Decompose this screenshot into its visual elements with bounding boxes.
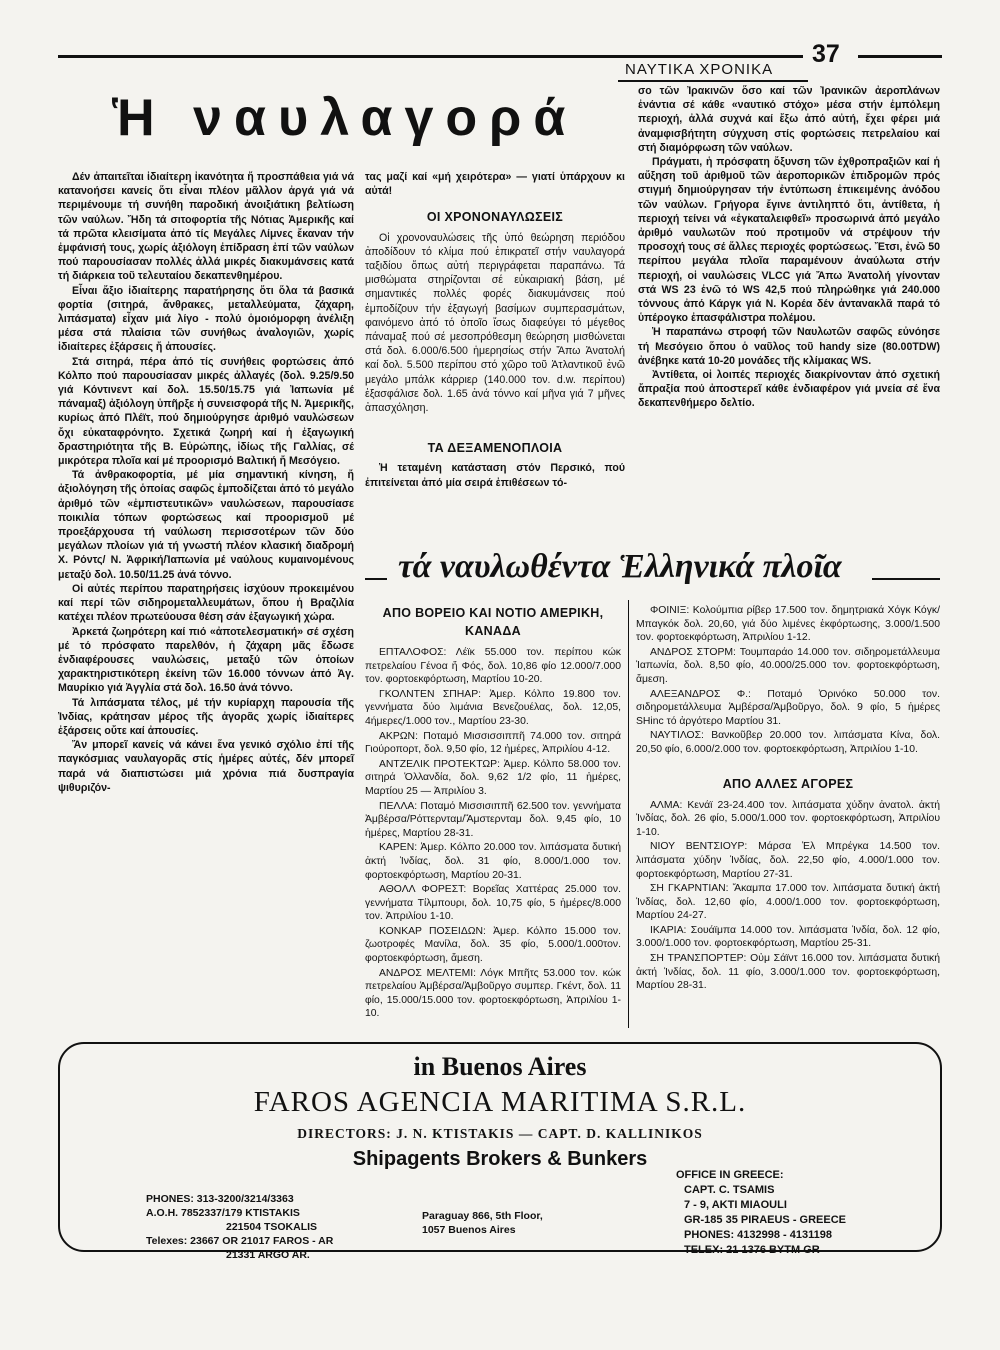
article-col2	[365, 170, 625, 490]
list-item: ΚΑΡΕΝ: Ἀμερ. Κόλπο 20.000 τον. λιπάσματα δυτική ἀκτή Ἰνδίας, δολ. 31 φίο, 8.000/1.000 τον. φορτοεκφόρτωση, Μαρτίου 20-31.	[365, 842, 621, 881]
ad-city: in Buenos Aires	[413, 1052, 587, 1081]
list-item: ΕΠΤΑΛΟΦΟΣ: Λέϊκ 55.000 τον. περίπου κώκ πετρελαίου Γένοα ἤ Φός, δολ. 10,86 φίο 12.000/7.000 τον. φορτοεκφόρτωση, Μαρτίου 10-20.	[365, 647, 621, 686]
col1-paragraph: Οἱ αὐτές περίπου παρατηρήσεις ἰσχύουν προκειμένου καί περί τῶν σιδηρομεταλλευμάτων, ὅπου ἡ Βραζιλία κατέχει πλέον πρωτεύουσα θέση σάν ἐξαγωγική χώρα.	[58, 582, 354, 624]
header-rule-left	[58, 55, 803, 58]
list-item: ΙΚΑΡΙΑ: Σουάϊμπα 14.000 τον. λιπάσματα Ἰνδία, δολ. 12 φίο, 3.000/1.000 τον. φορτοεκφόρτωση, Μαρτίου 25-31.	[636, 924, 940, 950]
chartered-column-divider	[628, 600, 629, 1028]
list-item: ΑΝΔΡΟΣ ΣΤΟΡΜ: Τουμπαράο 14.000 τον. σιδηρομετάλλευμα Ἰαπωνία, δολ. 8,50 φίο, 40.000/25.000 τον. φορτοεκφόρτωση, ἄμεση.	[636, 646, 940, 685]
list-item: ΑΛΜΑ: Κενάϊ 23-24.400 τον. λιπάσματα χύδην ἀνατολ. ἀκτή Ἰνδίας, δολ. 26 φίο, 5.000/1.000 τον. φορτοεκφόρτωση, Ἀπριλίου 1-10.	[636, 799, 940, 838]
col1-paragraph: Εἶναι ἄξιο ἰδιαίτερης παρατήρησης ὅτι ὅλα τά βασικά φορτία (σιτηρά, ἄνθρακες, μεταλλεύματα, ζάχαρη, λιπάσματα) εἶχαν μιά λίγο - πολύ ὁμοιόμορφη ἀνέλιξη μέσα στά πλαίσια τῶν συνήθως ἀναλογιῶν, χωρίς ἰδιαίτερες ἐξάρσεις ἤ ἀπουσίες.	[58, 284, 354, 354]
col3-paragraph: Ἡ παραπάνω στροφή τῶν Ναυλωτῶν σαφῶς εὐνόησε τή Μεσόγειο ὅπου ὁ ναῦλος τοῦ handy size (80.00TDW) ἀνέβηκε κατά 10-20 μονάδες τῆς κλίμακας WS.	[638, 326, 940, 367]
tankers-text: Ἡ τεταμένη κατάσταση στόν Περσικό, πού ἐπιτείνεται ἀπό μία σειρά ἐπιθέσεων τό-	[365, 462, 625, 489]
chartered-rule-right	[872, 578, 940, 580]
ad-telexes-2: 21331 ARGO AR.	[226, 1249, 310, 1261]
list-item: ΣΗ ΤΡΑΝΣΠΟΡΤΕΡ: Οὐμ Σάϊντ 16.000 τον. λιπάσματα δυτική ἀκτή Ἰνδίας, δολ. 11 φίο, 3.000/1.000 τον. φορτοεκφόρτωση, Μαρτίου 28-31.	[636, 953, 940, 992]
ad-office-label: OFFICE IN GREECE:	[676, 1169, 784, 1181]
list-item: ΑΛΕΞΑΝΔΡΟΣ Φ.: Ποταμό Ὀρινόκο 50.000 τον. σιδηρομετάλλευμα Ἀμβέρσα/Ἀμβοῦργο, δολ. 9 φίο, 5 ἡμέρες SHinc τό ἀργότερο Μαρτίου 31.	[636, 688, 940, 727]
timecharters-text: Οἱ χρονοναυλώσεις τῆς ὑπό θεώρηση περιόδου ἀποδίδουν τό κλίμα πού ἐπικρατεῖ στήν ναυλαγορά ταξιδίου ὅπως αὐτή περιγράφεται παραπάνω. Τά μισθώματα στηρίζονται σέ εὐκαιριακή βάση, μέ σημαντικές πολλές φορές διακυμάνσεις πού ἐμποδίζουν τήν ἐξαγωγή βασίμων συμπερασμάτων, φαινόμενο ἀπό τό ὁποῖο ἴσως διαφεύγει τό μέγεθος πάναμαξ πού σέ μεσοπρόθεσμη θεώρηση μισθώνεται στά δολ. 6.000/6.500 ἡμερησίως στήν Ἄπω Ἀνατολή καί δολ. 5.500 περίπου στό χῶρο τοῦ Ἀτλαντικοῦ ἐνῶ μεγάλο μπάλκ κάρριερ (140.000 τον. d.w. περίπου) ἐξασφάλισε δολ. 1.65 ἀνά τόννο καί μῆνα γιά 7 μῆνες ἀπασχόληση.	[365, 231, 625, 415]
list-item: ΑΝΔΡΟΣ ΜΕΛΤΕΜΙ: Λόγκ Μπῆτς 53.000 τον. κώκ πετρελαίου Ἀμβέρσα/Ἀμβοῦργο συμπερ. Γκέντ, δολ. 11 φίο, 15.000/15.000 τον. φορτοεκφόρτωση, Ἀπριλίου 1-10.	[365, 967, 621, 1020]
ad-office-line: 7 - 9, AKTI MIAOULI	[684, 1199, 787, 1211]
list-item: ΠΕΛΛΑ: Ποταμό Μισσισιππῆ 62.500 τον. γεννήματα Ἀμβέρσα/Ρόττερνταμ/Ἄμστερνταμ δολ. 9,45 φίο, 10 ἡμέρες, Μαρτίου 28-31.	[365, 800, 621, 839]
americas-heading: ΑΠΟ ΒΟΡΕΙΟ ΚΑΙ ΝΟΤΙΟ ΑΜΕΡΙΚΗ, ΚΑΝΑΔΑ	[382, 606, 604, 638]
list-item: ΑΘΟΛΛ ΦΟΡΕΣΤ: Βορεῖας Χαττέρας 25.000 τον. γεννήματα Τίλμπουρι, δολ. 10,75 φίο, 5 ἡμέρες/8.000 τον. Ἀπριλίου 1-10.	[365, 884, 621, 923]
ad-aoh-2: 221504 TSOKALIS	[226, 1221, 318, 1233]
chartered-rule-left	[365, 578, 387, 580]
magazine-name: ΝΑΥΤΙΚΑ ΧΡΟΝΙΚΑ	[625, 61, 774, 78]
list-item: ΝΑΥΤΙΛΟΣ: Βανκοῦβερ 20.000 τον. λιπάσματα Κίνα, δολ. 20,50 φίο, 6.000/2.000 τον. φορτοεκφόρτωση, Ἀπριλίου 1-10.	[636, 730, 940, 755]
right-list	[636, 604, 940, 994]
other-markets-heading: ΑΠΟ ΑΛΛΕΣ ΑΓΟΡΕΣ	[722, 776, 854, 791]
col2-continuation: τας μαζί καί «μή χειρότερα» — γιατί ὑπάρχουν κι αὐτά!	[365, 171, 625, 198]
col1-paragraph: Ἀρκετά ζωηρότερη καί πιό «ἀποτελεσματική» σέ σχέση μέ τό πρόσφατο παρελθόν, ἡ ζάχαρη μᾶς ἔδωσε ἐνδιαφέρουσες ναυλώσεις, μεταξύ τῶν ὁποίων χαρακτηριστικότερη ἐκείνη τῶν 16.000 τόννων ἀπό Ἀγ. Μαυρίκιο γιά Ἀγγλία στά δολ. 16.50 ἀνά τόννο.	[58, 625, 354, 695]
ad-contacts-left	[146, 1192, 333, 1262]
ad-office-captain: CAPT. C. TSAMIS	[684, 1184, 775, 1196]
col1-paragraph: Τά ἀνθρακοφορτία, μέ μία σημαντική κίνηση, ἤ ἀξιολόγηση τῆς ὁποίας σαφῶς ἐμποδίζεται ἀπό τό μεγάλο ἀριθμό τῶν «ἐμπιστευτικῶν» ναυλώσεων, παρουσίασε ποικιλία τόπων φορτώσεως καί προορισμοῦ μέ προεξάρχουσα τή ναύλωση περισσοτέρων τῶν δύο μεγάλων πλοίων γιά τή γνωστή πλέον κλασική διαδρομή Χ. Ρόντς/ Ν. Ἀφρική/Ἰαπωνία μέ ναύλους κυμαινομένους μεταξύ δολ. 10.50/11.25 ἀνά τόννο.	[58, 469, 354, 581]
ad-services: Shipagents Brokers & Bunkers	[352, 1148, 648, 1170]
list-item: ΝΙΟΥ ΒΕΝΤΣΙΟΥΡ: Μάρσα Ἐλ Μπρέγκα 14.500 τον. λιπάσματα χύδην Ἰνδίας, δολ. 22,50 φίο, 4.000/1.000 τον. φορτοεκφόρτωση, Μαρτίου 27-31.	[636, 841, 940, 880]
ad-company: FAROS AGENCIA MARITIMA S.R.L.	[253, 1086, 747, 1118]
ad-directors: DIRECTORS: J. N. KTISTAKIS — CAPT. D. KALLINIKOS	[297, 1126, 703, 1141]
col1-paragraph: Δέν ἀπαιτεῖται ἰδιαίτερη ἰκανότητα ἤ προσπάθεια γιά νά κατανοήσει κανείς ὅτι εἶναι πλέον μᾶλλον ἀργά γιά νά περιμένουμε τή συνήθη παροδική ἀνοιξιάτικη βελτίωση τῶν ναύλων. Ἤδη τά σιτοφορτία τῆς Νότιας Ἀμερικῆς καί τά πρῶτα κλεισίματα ἀπό τίς Μεγάλες Λίμνες ἔκαναν τήν ἐμφάνισή τους, χωρίς ἀξιόλογη ἐπίδραση ἐπί τῶν ναύλων πού παρουσίασαν πολλές ἀλλά μικρές διακυμάνσεις κατά τή διάρκεια τοῦ τελευταίου δεκαπενθημέρου.	[58, 171, 354, 283]
col3-paragraph: σο τῶν Ἰρακινῶν ὅσο καί τῶν Ἰρανικῶν ἀεροπλάνων ἐνάντια σέ κάθε «ναυτικό στόχο» μέσα στήν ἐμπόλεμη περιοχή, ἀλλά συχνά καί ἔξω ἀπό αὐτή, ἔχει φέρει μιά ἀναμφισβήτητη σύγχυση στίς φορτώσεις πετρελαίου καί στή διαμόρφωση τῶν ναύλων.	[638, 85, 940, 154]
ad-telexes: Telexes: 23667 OR 21017 FAROS - AR	[146, 1235, 334, 1247]
article-col3	[638, 84, 940, 411]
list-item: ΚΟΝΚΑΡ ΠΟΣΕΙΔΩΝ: Ἀμερ. Κόλπο 15.000 τον. ζωοτροφές Μανίλα, δολ. 35 φίο, 5.000/1.000τον. φορτοεκφόρτωση, ἄμεση.	[365, 925, 621, 965]
faros-advertisement	[58, 1042, 942, 1261]
ad-address-line: 1057 Buenos Aires	[422, 1224, 516, 1236]
ad-greece-office	[676, 1168, 846, 1258]
list-item: ΓΚΟΛΝΤΕΝ ΣΠΗΑΡ: Ἀμερ. Κόλπο 19.800 τον. γεννήματα δύο λιμάνια Βενεζουέλας, δολ. 12,05, 4ήμερες/1.000 τον., Μαρτίου 23-30.	[365, 688, 621, 727]
tankers-heading: ΤΑ ΔΕΞΑΜΕΝΟΠΛΟΙΑ	[427, 441, 563, 456]
list-item: ΑΚΡΩΝ: Ποταμό Μισσισσιππῆ 74.000 τον. σιτηρά Γιούροπορτ, δολ. 9,50 φίο, 12 ἡμέρες, Ἀπριλίου 4-12.	[365, 730, 621, 756]
ad-phones: PHONES: 313-3200/3214/3363	[146, 1193, 294, 1205]
header-rule-right	[858, 55, 942, 58]
ad-office-line: PHONES: 4132998 - 4131198	[684, 1229, 832, 1241]
ad-office-line: GR-185 35 PIRAEUS - GREECE	[684, 1214, 846, 1226]
col1-paragraph: Τά λιπάσματα τέλος, μέ τήν κυρίαρχη παρουσία τῆς Ἰνδίας, κράτησαν μέρος τῆς ἀγορᾶς χωρίς ἰδιαίτερες ἐξάρσεις οὔτε καί ἀπουσίες.	[58, 696, 354, 737]
ad-address	[422, 1209, 543, 1237]
timecharters-heading: ΟΙ ΧΡΟΝΟΝΑΥΛΩΣΕΙΣ	[426, 210, 564, 225]
article-title: Ἡ ναυλαγορά	[112, 89, 578, 147]
list-item: ΑΝΤΖΕΛΙΚ ΠΡΟΤΕΚΤΩΡ: Ἀμερ. Κόλπο 58.000 τον. σιτηρά Ὁλλανδία, δολ. 9,62 1/2 φίο, 11 ἡμέρες, Μαρτίου 25 — Ἀπριλίου 3.	[365, 758, 621, 797]
ad-aoh: A.O.H. 7852337/179 KTISTAKIS	[146, 1207, 300, 1219]
col1-paragraph: Ἄν μπορεῖ κανείς νά κάνει ἕνα γενικό σχόλιο ἐπί τῆς παγκόσμιας ναυλαγορᾶς στίς ἡμέρες αὐτές, δέν μπορεῖ παρά νά διαπιστώσει μιά χρόνια πιά δυσπραγία ψιθυριζόν-	[58, 739, 354, 794]
article-col1	[58, 170, 354, 795]
list-item: ΦΟΙΝΙΞ: Κολούμπια ρίβερ 17.500 τον. δημητριακά Χόγκ Κόγκ/Μπαγκόκ δολ. 20,60, γιά δύο λιμένες ἐκφόρτωσης, 3.000/1.500 τον. φορτοεκφόρτωση, Ἀπριλίου 1-12.	[636, 605, 940, 644]
americas-list	[365, 604, 621, 1022]
ad-office-line: TELEX: 21 1376 BYTM GR	[684, 1244, 820, 1256]
col3-paragraph: Ἀντίθετα, οἱ λοιπές περιοχές διακρίνονταν ἀπό σχετική ἄπραξία πού ἀποστερεῖ κάθε ἐνδιαφέρον γιά μνεία σέ ἕνα δεκαπενθήμερο δελτίο.	[638, 369, 940, 410]
list-item: ΣΗ ΓΚΑΡΝΤΙΑΝ: Ἄκαμπα 17.000 τον. λιπάσματα δυτική ἀκτή Ἰνδίας, δολ. 12,60 φίο, 4.000/1.000 τον. φορτοεκφόρτωση, Μαρτίου 24-27.	[636, 883, 940, 922]
col1-paragraph: Στά σιτηρά, πέρα ἀπό τίς συνήθεις φορτώσεις ἀπό Κόλπο πού παρουσίασαν μικρές ἀλλαγές (δολ. 9.25/9.50 γιά Κόντινεντ καί δολ. 15.50/15.75 γιά Ἰαπωνία μέ πάναμαξ) ἀξιόλογη ὑπῆρξε ἡ συνεισφορά τῆς Ν. Ἀμερικῆς, κυρίως ἀπό Πλέϊτ, πού δημιούργησε ἀριθμό ναυλώσεων ὄχι εὐκαταφρόνητο. Σχετικά ζωηρή καί ἡ ἐξαγωγική δραστηριότητα τῆς Β. Εὐρώπης, ἰδίως τῆς Γαλλίας, σέ μικρότερα πλοῖα καί μέ προορισμό Βαλτική ἤ Μεσόγειο.	[58, 355, 354, 468]
ad-address-line: Paraguay 866, 5th Floor,	[422, 1210, 543, 1222]
chartered-title: τά ναυλωθέντα Ἑλληνικά πλοῖα	[398, 548, 842, 585]
page-number: 37	[812, 40, 840, 68]
col3-paragraph: Πράγματι, ἡ πρόσφατη ὄξυνση τῶν ἐχθροπραξιῶν καί ἡ αὔξηση τοῦ ἀριθμοῦ τῶν ἀεροπορικῶν ἐπιδρομῶν πρός στιγμή δημιούργησαν τήν ἐντύπωση ἐπικειμένης ἀνόδου τῶν ναύλων. Γρήγορα ἔγινε ἀντιληπτό ὅτι, ἀντίθετα, ἡ περιοχή τείνει νά «ἐγκαταλειφθεῖ» προσωρινά ἀπό μεγάλο ἀριθμό ναυλωτῶν πού προτιμοῦν νά στρέψουν τήν προσοχή τους σέ ἄλλες περιοχές φορτώσεως. Ἔτσι, ἐνῶ 50 περίπου μεγάλα πλοῖα παραμένουν ἀναύλωτα στήν περιοχή, οἱ ναυλώσεις VLCC γιά Ἄπω Ἀνατολή γίνονταν στά WS 23 ἐνῶ τό WS 42,5 πού πληρώθηκε γιά 240.000 τόννους ἀπό Κάργκ γιά Ν. Κορέα δέν ἀντανακλᾶ παρά τό ὑπέρογκο ἐπασφάλιστρα πολέμου.	[638, 156, 940, 325]
header-underline	[618, 80, 808, 82]
